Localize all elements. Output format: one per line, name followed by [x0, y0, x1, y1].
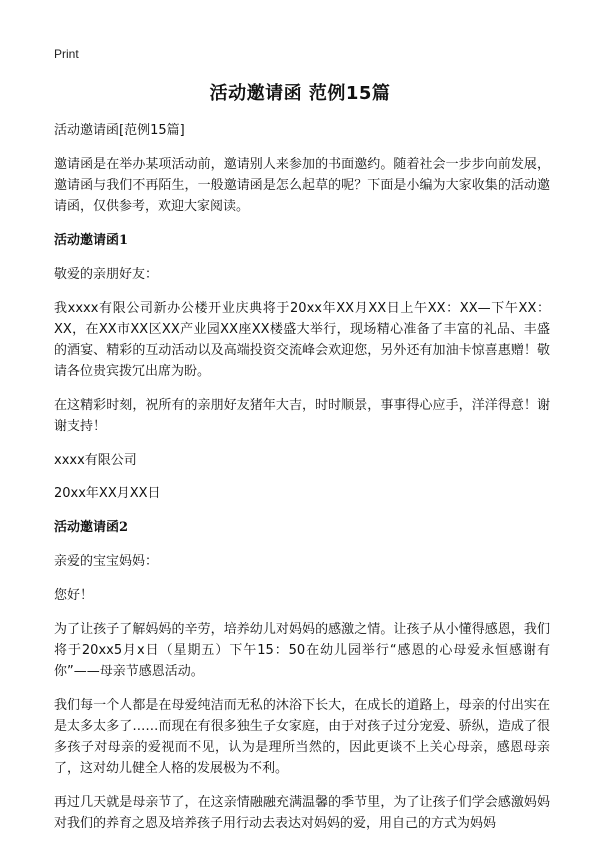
intro-paragraph: 邀请函是在举办某项活动前，邀请别人来参加的书面邀约。随着社会一步步向前发展，邀请函与我们不再陌生，一般邀请函是怎么起草的呢？下面是小编为大家收集的活动邀请函，仅供参考，欢迎大家阅读。 [54, 157, 550, 214]
letter2-body-paragraph: 为了让孩子了解妈妈的辛劳，培养幼儿对妈妈的感激之情。让孩子从小懂得感恩，我们将于20xx5月x日（星期五）下午15：50在幼儿园举行“感恩的心母爱永恒感谢有你”——母亲节感恩活动。 [54, 622, 550, 679]
letter1-greeting: 敬爱的亲朋好友： [54, 267, 159, 282]
print-label[interactable]: Print [54, 47, 79, 61]
letter1-signature: xxxx有限公司 [54, 453, 137, 468]
letter1-heading: 活动邀请函1 [54, 233, 129, 248]
document-title: 活动邀请函 范例15篇 [209, 83, 391, 104]
letter1-closing-paragraph: 在这精彩时刻，祝所有的亲朋好友猪年大吉，时时顺景，事事得心应手，洋洋得意！谢谢支持！ [54, 398, 550, 434]
letter1-body-paragraph: 我xxxx有限公司新办公楼开业庆典将于20xx年XX月XX日上午XX：XX—下午XX：XX，在XX市XX区XX产业园XX座XX楼盛大举行，现场精心准备了丰富的礼品、丰盛的酒宴、精彩的互动活动以及高端投资交流峰会欢迎您，另外还有加油卡惊喜惠赠！敬请各位贵宾拨冗出席为盼。 [54, 301, 550, 379]
letter2-heading: 活动邀请函2 [54, 520, 129, 535]
letter2-hello: 您好！ [54, 588, 94, 603]
letter2-body-paragraph: 再过几天就是母亲节了，在这亲情融融充满温馨的季节里，为了让孩子们学会感激妈妈对我们的养育之恩及培养孩子用行动去表达对妈妈的爱，用自己的方式为妈妈 [54, 795, 550, 831]
letter2-body-paragraph: 我们每一个人都是在母爱纯洁而无私的沐浴下长大，在成长的道路上，母亲的付出实在是太多太多了……而现在有很多独生子女家庭，由于对孩子过分宠爱、骄纵，造成了很多孩子对母亲的爱视而不见，认为是理所当然的，因此更谈不上关心母亲，感恩母亲了，这对幼儿健全人格的发展极为不利。 [54, 698, 550, 776]
letter1-date: 20xx年XX月XX日 [54, 486, 161, 501]
document-subtitle: 活动邀请函[范例15篇] [54, 123, 185, 138]
letter2-greeting: 亲爱的宝宝妈妈： [54, 554, 159, 569]
document-content [54, 120, 550, 847]
